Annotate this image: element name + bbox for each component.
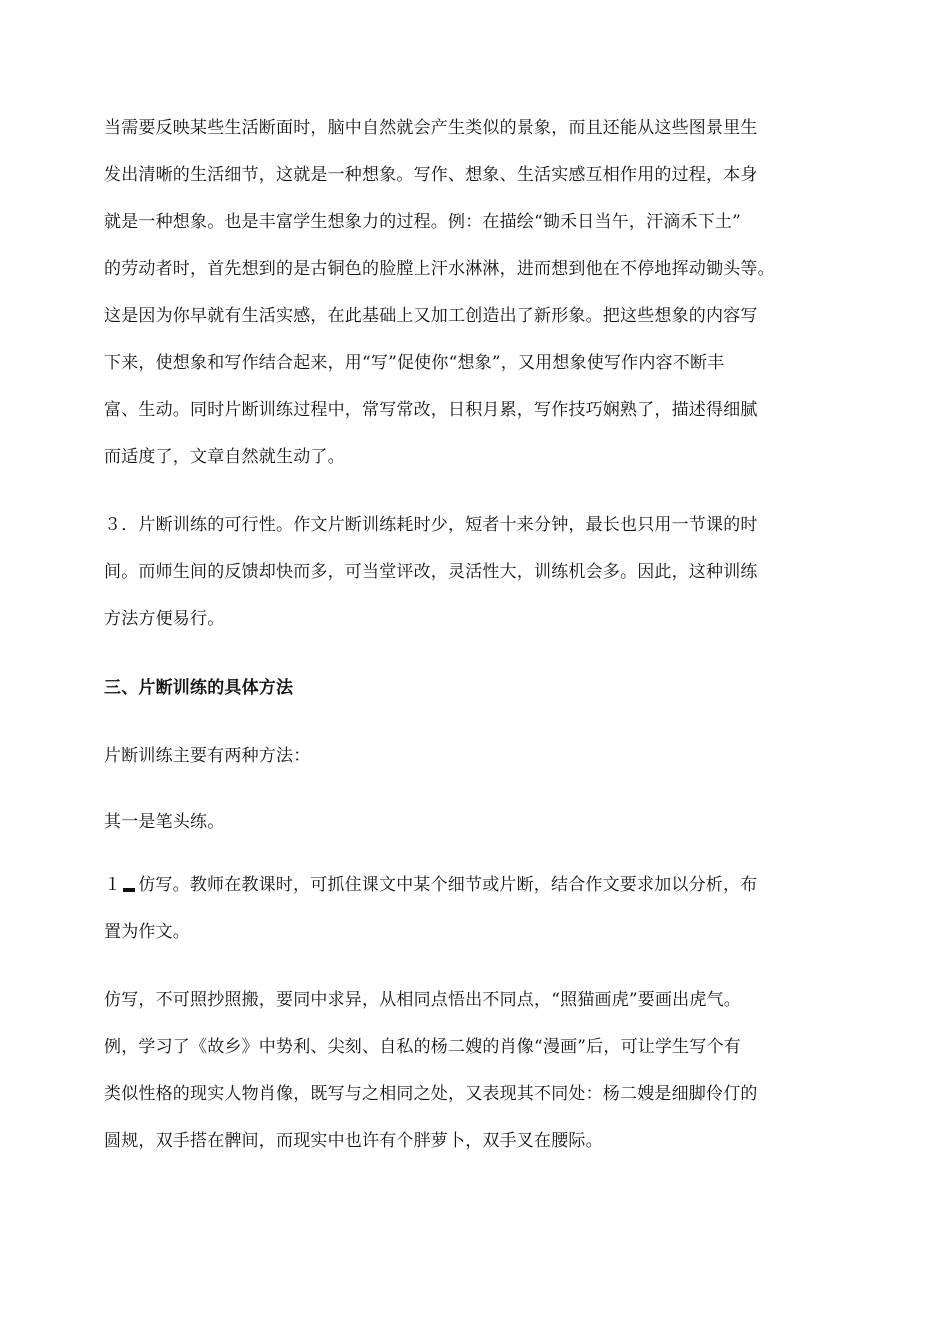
item-text: 仿写。教师在教课时，可抓住课文中某个细节或片断，结合作文要求加以分析，布 xyxy=(138,875,758,895)
text-line xyxy=(104,862,844,909)
text-line: 富、生动。同时片断训练过程中，常写常改，日积月累，写作技巧娴熟了，描述得细腻 xyxy=(104,400,758,420)
text-line: 发出清晰的生活细节，这就是一种想象。写作、想象、生活实感互相作用的过程，本身 xyxy=(104,165,758,185)
text-line: ３．片断训练的可行性。作文片断训练耗时少，短者十来分钟，最长也只用一节课的时 xyxy=(104,515,758,535)
text-line: 圆规，双手搭在髀间，而现实中也许有个胖萝卜，双手叉在腰际。 xyxy=(104,1131,603,1151)
placeholder-box-icon xyxy=(123,888,135,892)
text-line: 当需要反映某些生活断面时，脑中自然就会产生类似的景象，而且还能从这些图景里生 xyxy=(104,118,758,138)
paragraph-pen-practice xyxy=(104,799,844,846)
text-line: 类似性格的现实人物肖像，既写与之相同之处，又表现其不同处：杨二嫂是细脚伶仃的 xyxy=(104,1084,758,1104)
section-heading-block xyxy=(104,665,844,712)
text-line: 方法方便易行。 xyxy=(104,609,225,629)
text-line: 置为作文。 xyxy=(104,922,190,942)
text-line: 其一是笔头练。 xyxy=(104,812,225,832)
paragraph-feasibility xyxy=(104,502,844,643)
text-line: 仿写，不可照抄照搬，要同中求异，从相同点悟出不同点，“照猫画虎”要画出虎气。 xyxy=(104,990,741,1010)
item-number: １ xyxy=(104,875,122,895)
text-line: 而适度了，文章自然就生动了。 xyxy=(104,447,345,467)
text-line: 间。而师生间的反馈却快而多，可当堂评改，灵活性大，训练机会多。因此，这种训练 xyxy=(104,562,758,582)
paragraph-imitation-detail xyxy=(104,977,844,1165)
text-line: 下来，使想象和写作结合起来，用“写”促使你“想象”，又用想象使写作内容不断丰 xyxy=(104,353,725,373)
text-line: 例，学习了《故乡》中势利、尖刻、自私的杨二嫂的肖像“漫画”后，可让学生写个有 xyxy=(104,1037,741,1057)
section-heading: 三、片断训练的具体方法 xyxy=(104,678,294,698)
text-line: 片断训练主要有两种方法： xyxy=(104,746,311,766)
paragraph-imagination xyxy=(104,105,844,481)
text-line: 这是因为你早就有生活实感，在此基础上又加工创造出了新形象。把这些想象的内容写 xyxy=(104,306,758,326)
text-line: 就是一种想象。也是丰富学生想象力的过程。例：在描绘“锄禾日当午，汗滴禾下土” xyxy=(104,212,741,232)
paragraph-imitation xyxy=(104,862,844,956)
paragraph-two-methods xyxy=(104,733,844,780)
text-line: 的劳动者时，首先想到的是古铜色的脸膛上汗水淋淋，进而想到他在不停地挥动锄头等。 xyxy=(104,259,775,279)
